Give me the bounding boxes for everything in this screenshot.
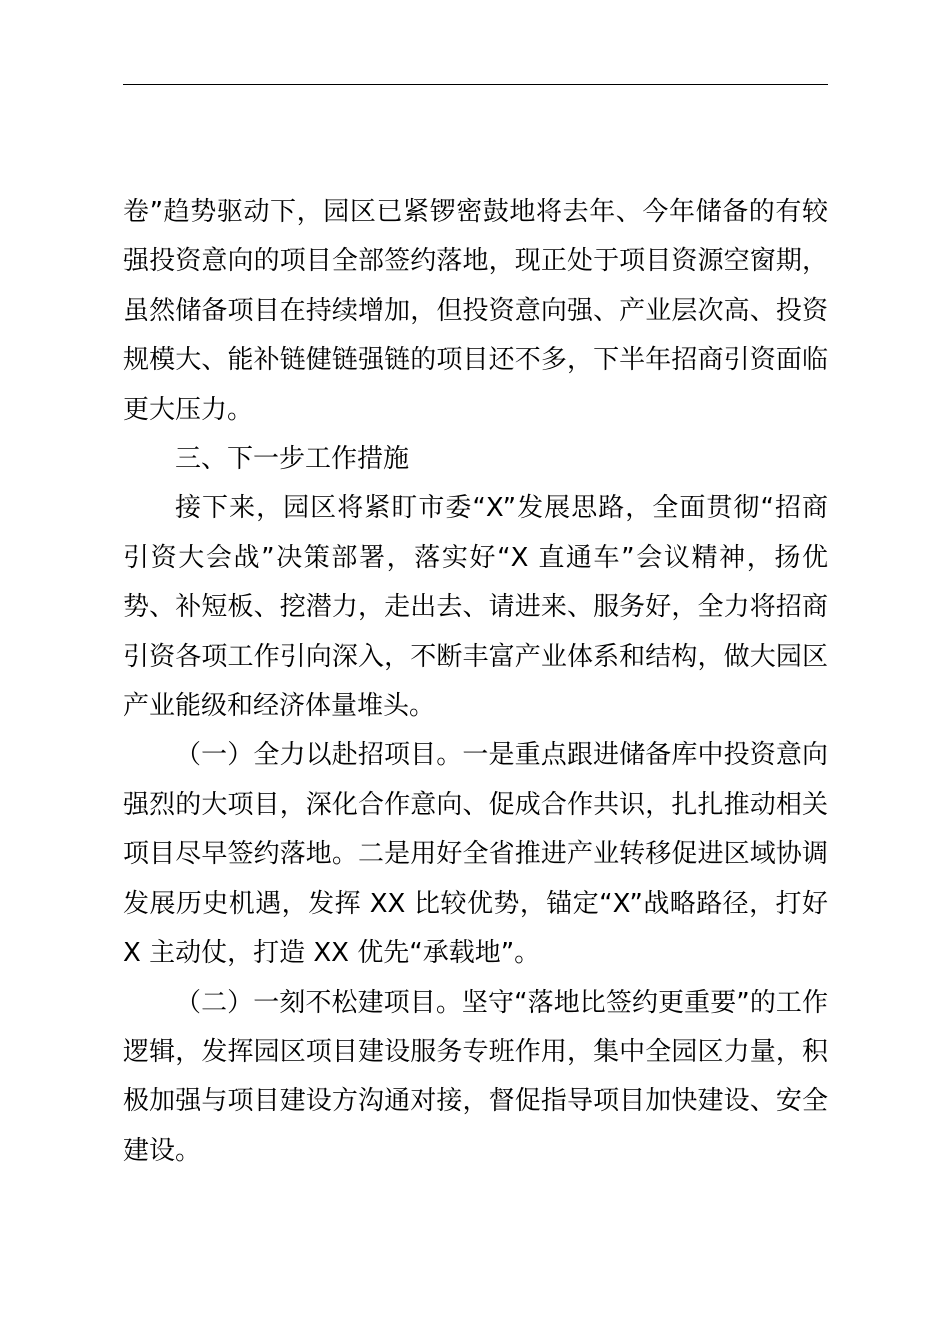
document-body [123,188,828,1176]
paragraph-intro: 接下来，园区将紧盯市委“X”发展思路，全面贯彻“招商引资大会战”决策部署，落实好“X 直通车”会议精神，扬优势、补短板、挖潜力，走出去、请进来、服务好，全力将招商引资各项工作引向深入，不断丰富产业体系和结构，做大园区产业能级和经济体量堆头。 [123,493,828,722]
header-rule [123,84,828,85]
section-heading: 三、下一步工作措施 [175,444,410,475]
paragraph-continuation: 卷”趋势驱动下，园区已紧锣密鼓地将去年、今年储备的有较强投资意向的项目全部签约落地，现正处于项目资源空窗期，虽然储备项目在持续增加，但投资意向强、产业层次高、投资规模大、能补链健链强链的项目还不多，下半年招商引资面临更大压力。 [123,197,828,425]
paragraph-item-2: （二）一刻不松建项目。坚守“落地比签约更重要”的工作逻辑，发挥园区项目建设服务专班作用，集中全园区力量，积极加强与项目建设方沟通对接，督促指导项目加快建设、安全建设。 [123,987,828,1166]
paragraph-item-1: （一）全力以赴招项目。一是重点跟进储备库中投资意向强烈的大项目，深化合作意向、促成合作共识，扎扎推动相关项目尽早签约落地。二是用好全省推进产业转移促进区域协调发展历史机遇，发挥 XX 比较优势，锚定“X”战略路径，打好 X 主动仗，打造 XX 优先“承载地”。 [123,740,828,969]
